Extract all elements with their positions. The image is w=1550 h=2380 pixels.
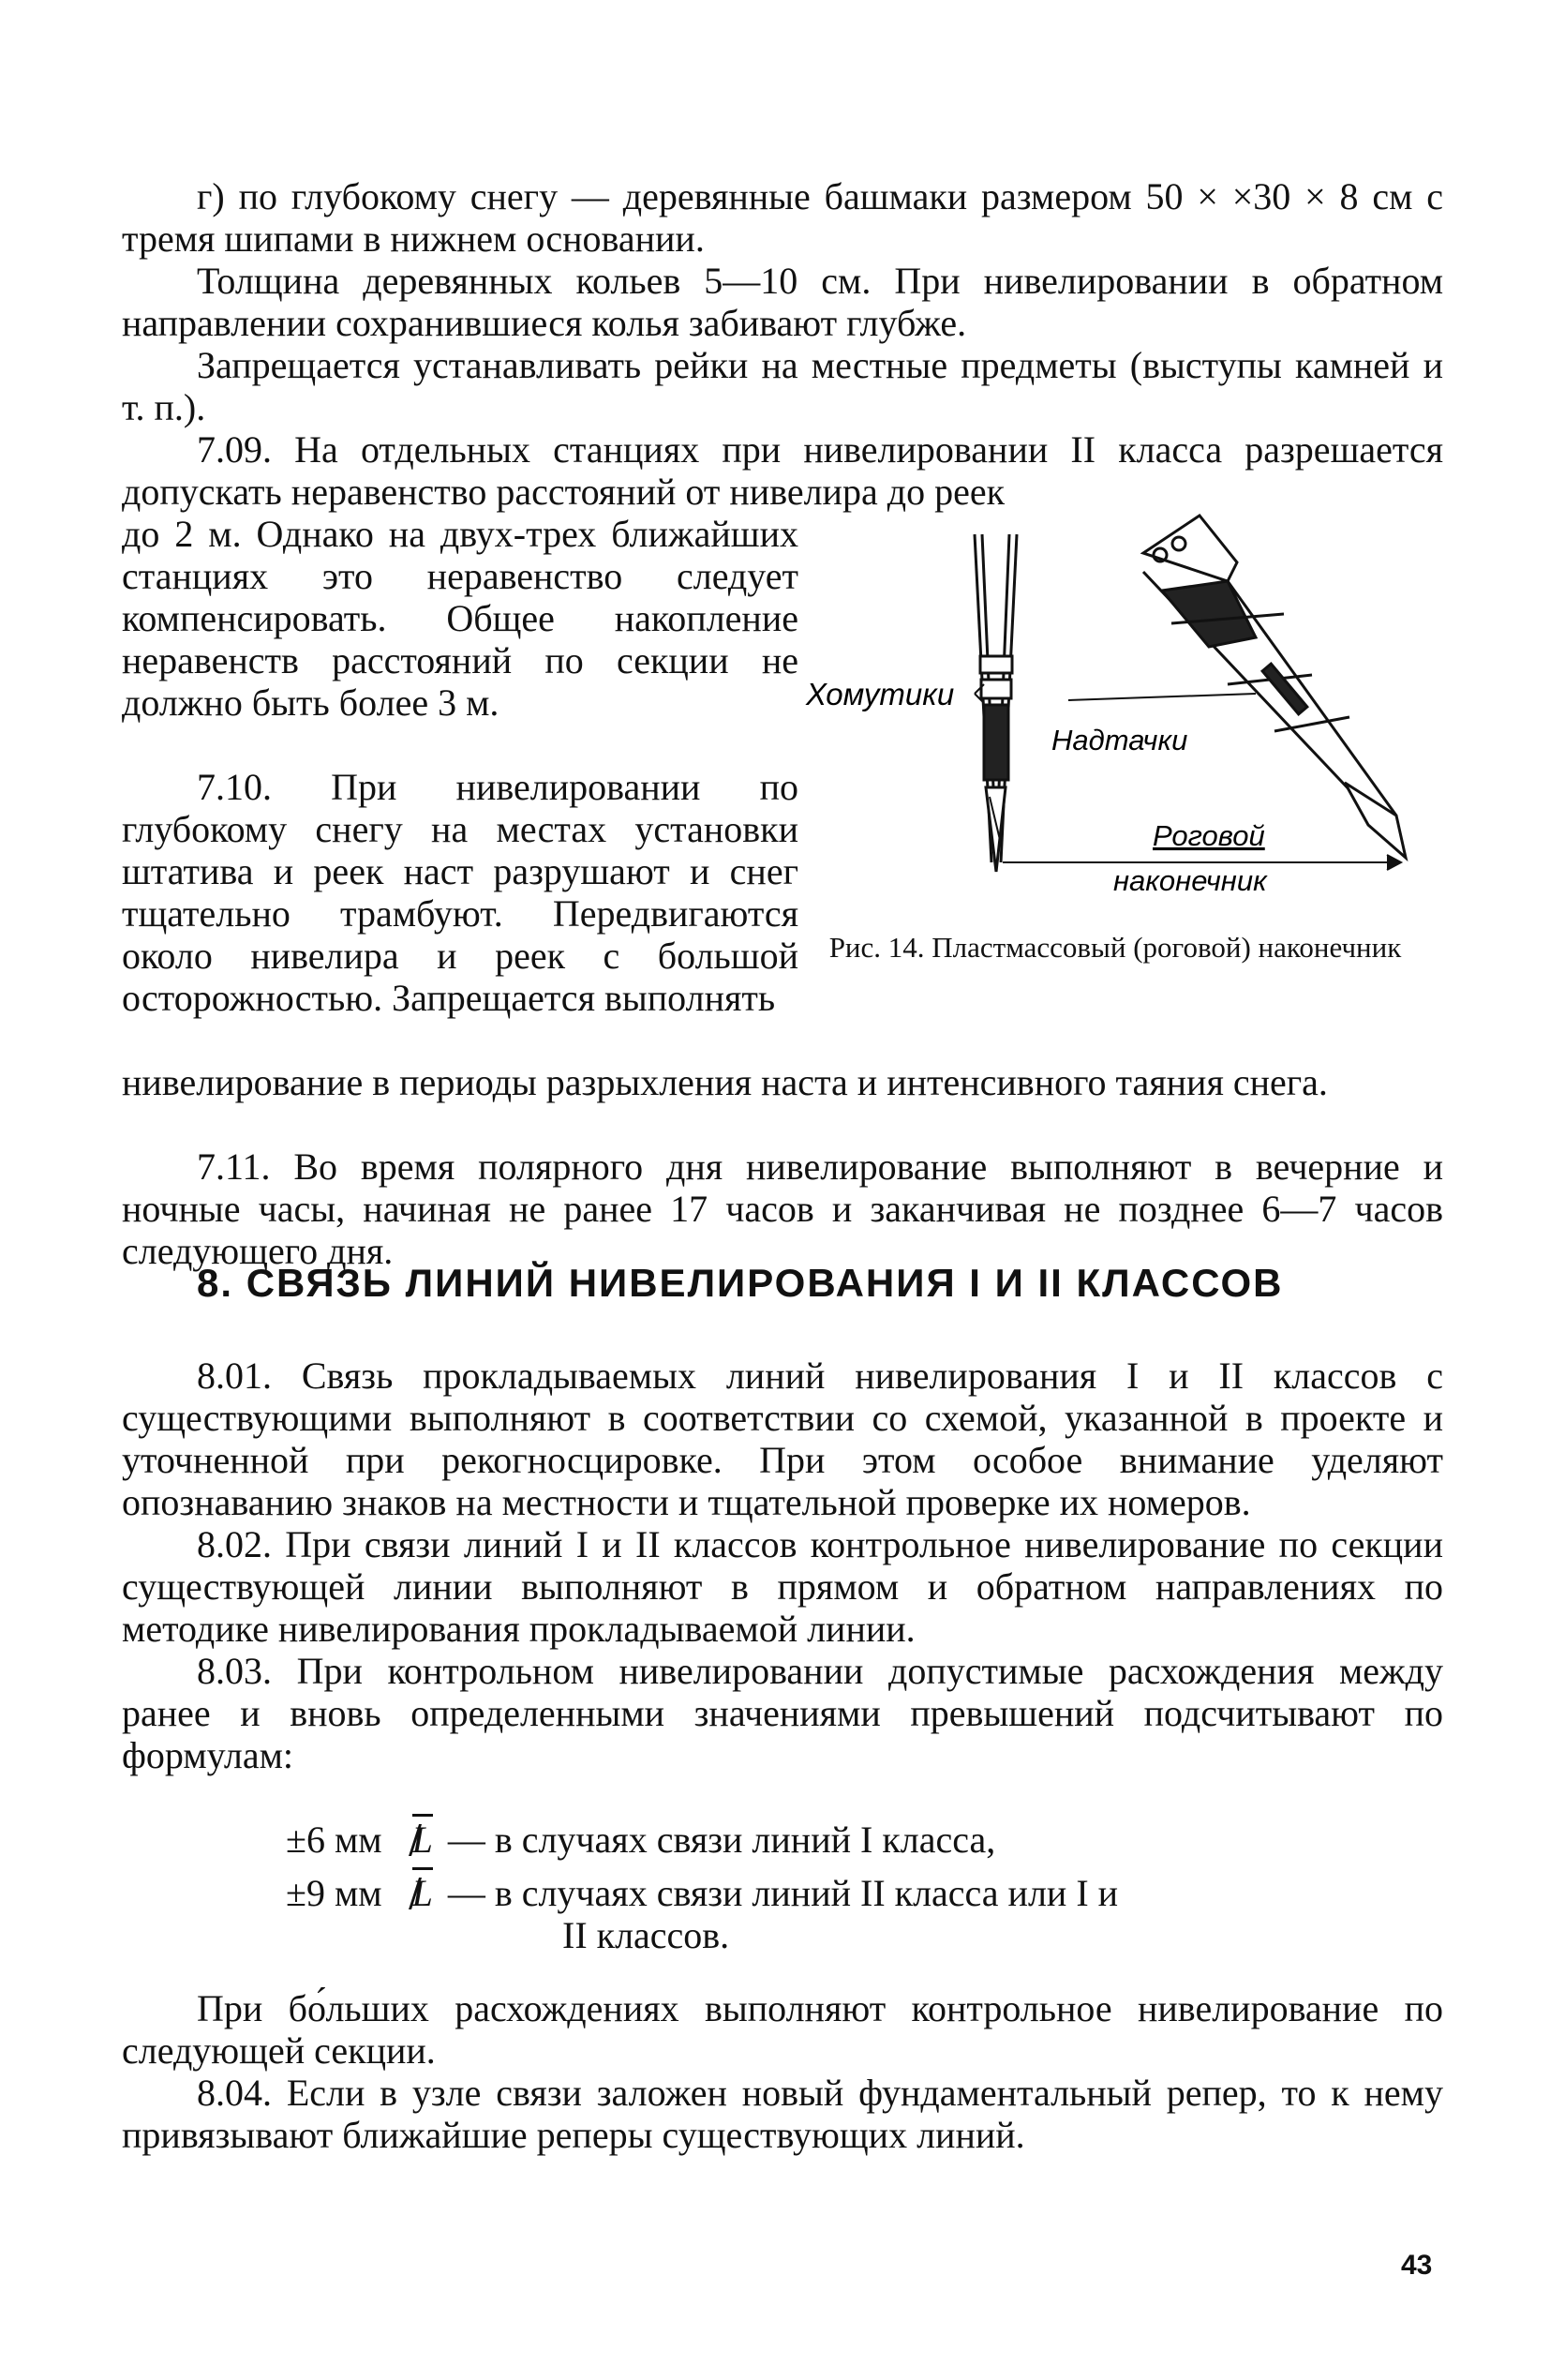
vertical-staff-drawing — [975, 534, 1017, 872]
paragraph-7-09-cont: до 2 м. Однако на двух-трех ближайших станциях это неравенство следует компенсировать. Общее накопление неравенств расстояний по секции не должно быть более 3 м. — [122, 513, 798, 724]
diagonal-staff-drawing — [1143, 516, 1406, 858]
formula-1-text: — в случаях связи линий I класса, — [447, 1819, 996, 1861]
paragraph-snow-shoes: г) по глубокому снегу — деревянные башмаки размером 50 × ×30 × 8 см с тремя шипами в нижнем основании. — [122, 175, 1443, 260]
paragraph-stake-thickness: Толщина деревянных кольев 5—10 см. При нивелировании в обратном направлении сохранившиеся колья забивают глубже. — [122, 260, 1443, 344]
formula-class-1 — [286, 1819, 995, 1861]
paragraph-7-10-cont: нивелирование в периоды разрыхления наста и интенсивного таяния снега. — [122, 1061, 1328, 1103]
sqrt-icon — [392, 1872, 433, 1914]
paragraph-larger-discrepancies: При бо́льших расхождениях выполняют контрольное нивелирование по следующей секции. — [122, 1987, 1443, 2072]
paragraph-8-02: 8.02. При связи линий I и II классов контрольное нивелирование по секции существующей линии выполняют в прямом и обратном направлениях по методике нивелирования прокладываемой линии. — [122, 1523, 1443, 1650]
paragraph-staff-prohibition: Запрещается устанавливать рейки на местные предметы (выступы камней и т. п.). — [122, 344, 1443, 428]
sqrt-icon — [392, 1819, 433, 1861]
label-horn-tip-1: Роговой — [1153, 819, 1265, 852]
formula-2-text: — в случаях связи линий II класса или I и — [447, 1872, 1119, 1914]
paragraph-7-09: 7.09. На отдельных станциях при нивелировании II класса разрешается допускать неравенство расстояний от нивелира до реек — [122, 428, 1443, 513]
figure-horn-tip — [787, 506, 1443, 919]
formula-2-tolerance: ±9 мм — [286, 1872, 382, 1914]
paragraph-7-10: 7.10. При нивелировании по глубокому снегу на местах установки штатива и реек наст разрушают и снег тщательно трамбуют. Передвигаются около нивелира и реек с большой осторожностью. Запрещается выполнять — [122, 766, 798, 1019]
formula-2-radicand: L — [412, 1867, 433, 1914]
paragraph-8-03: 8.03. При контрольном нивелировании допустимые расхождения между ранее и вновь определенными значениями превышений подсчитывают по формулам: — [122, 1650, 1443, 1776]
formula-2-continuation: II классов. — [562, 1914, 730, 1956]
page-number: 43 — [1401, 2250, 1433, 2281]
figure-caption: Рис. 14. Пластмассовый (роговой) наконечник — [828, 931, 1402, 964]
paragraph-8-04: 8.04. Если в узле связи заложен новый фундаментальный репер, то к нему привязывают ближайшие реперы существующих линий. — [122, 2072, 1443, 2156]
label-horn-tip-2: наконечник — [1113, 864, 1267, 897]
paragraph-7-11: 7.11. Во время полярного дня нивелирование выполняют в вечерние и ночные часы, начиная не ранее 17 часов и заканчивая не позднее 6—7 часов следующего дня. — [122, 1145, 1443, 1272]
section-heading: 8. СВЯЗЬ ЛИНИЙ НИВЕЛИРОВАНИЯ I И II КЛАССОВ — [197, 1261, 1284, 1305]
formula-1-tolerance: ±6 мм — [286, 1819, 382, 1861]
label-caps: Надтачки — [1051, 724, 1188, 756]
formula-1-radicand: L — [412, 1814, 433, 1861]
label-clamps: Хомутики — [806, 677, 955, 711]
paragraph-8-01: 8.01. Связь прокладываемых линий нивелирования I и II классов с существующими выполняют в соответствии со схемой, указанной в проекте и уточненной при рекогносцировке. При этом особое внимание уделяют опознаванию знаков на местности и тщательной проверке их номеров. — [122, 1355, 1443, 1523]
formula-class-2 — [286, 1872, 1443, 1914]
